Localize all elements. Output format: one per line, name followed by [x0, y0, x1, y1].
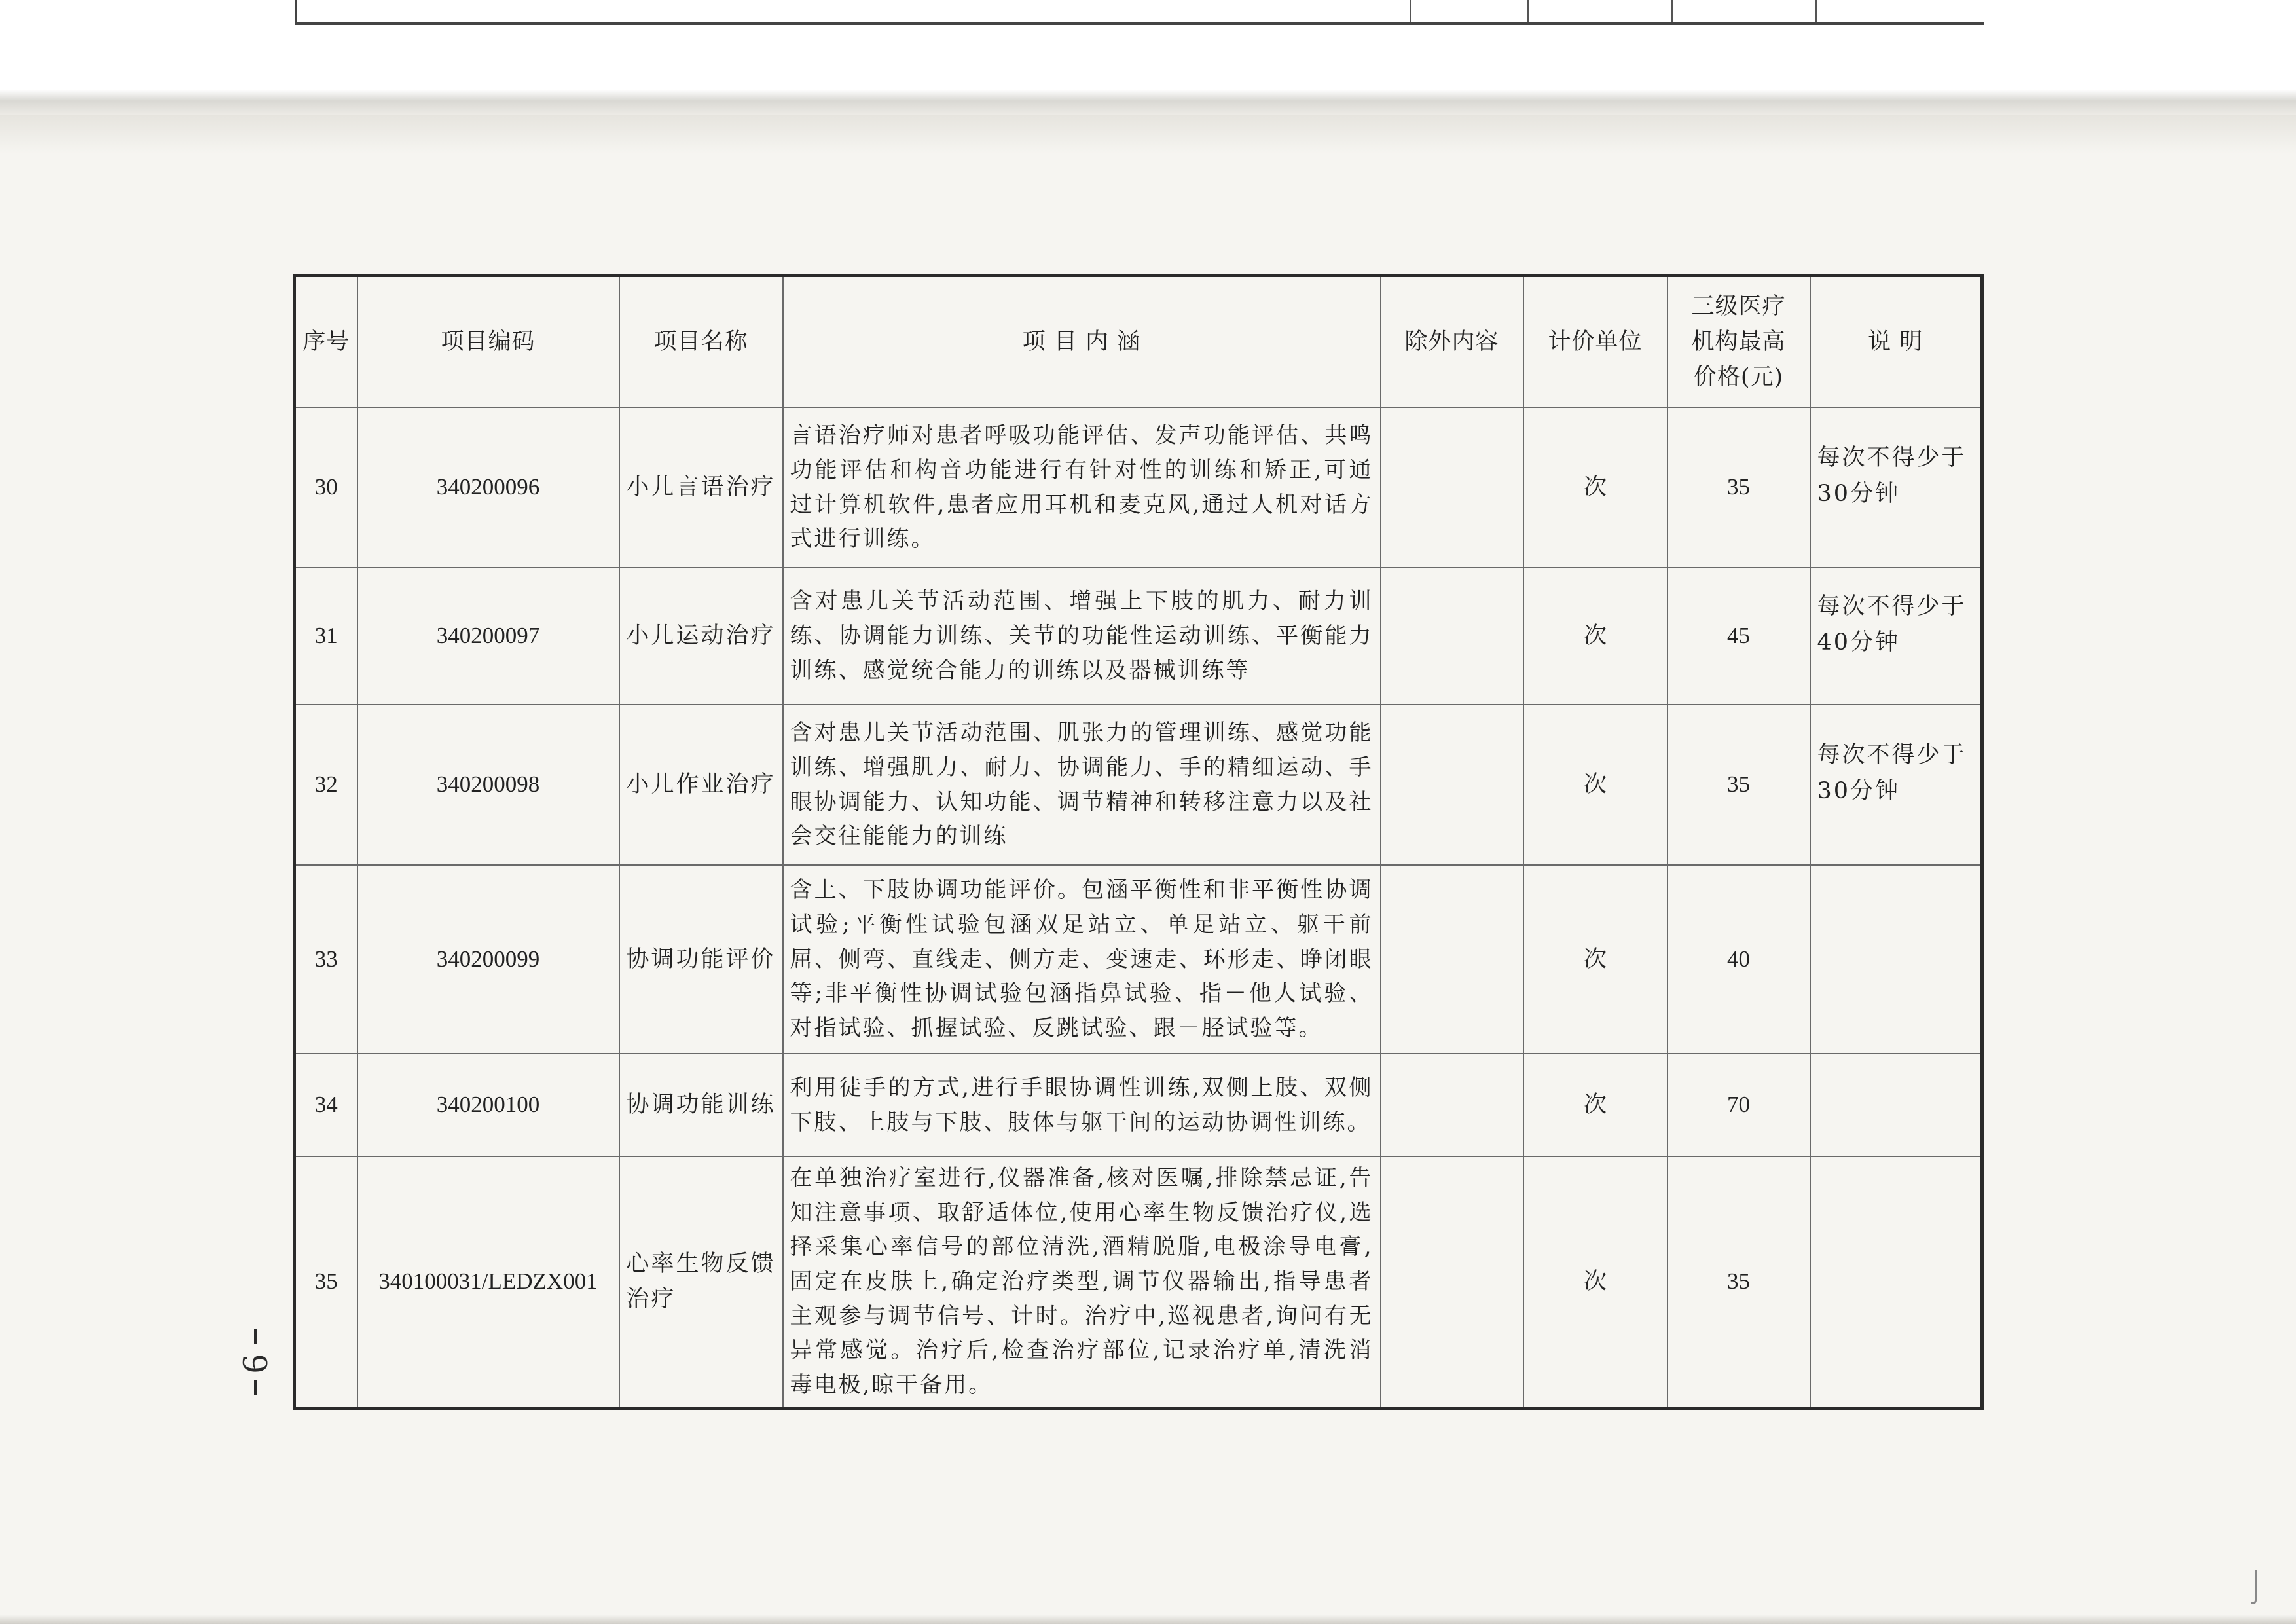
- row-exclusions: [1381, 407, 1523, 568]
- header-no: 序号: [295, 276, 357, 408]
- row-content: 言语治疗师对患者呼吸功能评估、发声功能评估、共鸣功能评估和构音功能进行有针对性的训练和矫正,可通过计算机软件,患者应用耳机和麦克风,通过人机对话方式进行训练。: [783, 407, 1381, 568]
- row-code: 340200098: [357, 705, 619, 865]
- header-price-line: 机构最高: [1691, 328, 1786, 355]
- row-price: 35: [1667, 705, 1810, 865]
- row-exclusions: [1381, 1054, 1523, 1156]
- header-exclusions: 除外内容: [1381, 276, 1523, 408]
- row-unit: 次: [1523, 568, 1667, 705]
- row-price: 40: [1667, 865, 1810, 1054]
- row-no: 31: [295, 568, 357, 705]
- header-price-line: 三级医疗: [1691, 293, 1786, 320]
- row-exclusions: [1381, 865, 1523, 1054]
- row-content: 利用徒手的方式,进行手眼协调性训练,双侧上肢、双侧下肢、上肢与下肢、肢体与躯干间的运动协调性训练。: [783, 1054, 1381, 1156]
- row-name: 小儿运动治疗: [619, 568, 783, 705]
- table-row: [295, 407, 1982, 568]
- row-no: 32: [295, 705, 357, 865]
- row-unit: 次: [1523, 865, 1667, 1054]
- row-note: [1810, 1054, 1982, 1156]
- row-note: [1810, 705, 1982, 865]
- row-unit: 次: [1523, 1054, 1667, 1156]
- row-exclusions: [1381, 568, 1523, 705]
- row-unit: 次: [1523, 705, 1667, 865]
- table-row: [295, 1156, 1982, 1408]
- page-number-dash: [254, 1329, 257, 1344]
- row-content: 含上、下肢协调功能评价。包涵平衡性和非平衡性协调试验;平衡性试验包涵双足站立、单足站立、躯干前屈、侧弯、直线走、侧方走、变速走、环形走、睁闭眼等;非平衡性协调试验包涵指鼻试验、指－他人试验、对指试验、抓握试验、反跳试验、跟－胫试验等。: [783, 865, 1381, 1054]
- table-row: [295, 1054, 1982, 1156]
- row-no: 35: [295, 1156, 357, 1408]
- row-note: [1810, 407, 1982, 568]
- row-exclusions: [1381, 1156, 1523, 1408]
- row-unit: 次: [1523, 407, 1667, 568]
- row-note-text: 每次不得少于30分钟: [1817, 742, 1967, 804]
- row-price: 45: [1667, 568, 1810, 705]
- scan-corner-mark: [2251, 1570, 2257, 1604]
- header-price-line: 价格(元): [1693, 364, 1784, 391]
- row-code: 340200100: [357, 1054, 619, 1156]
- table-row: [295, 568, 1982, 705]
- page-number-value: 6: [235, 1351, 276, 1373]
- row-content: 含对患儿关节活动范围、肌张力的管理训练、感觉功能训练、增强肌力、耐力、协调能力、手的精细运动、手眼协调能力、认知功能、调节精神和转移注意力以及社会交往能能力的训练: [783, 705, 1381, 865]
- header-unit: 计价单位: [1523, 276, 1667, 408]
- row-no: 30: [295, 407, 357, 568]
- header-code: 项目编码: [357, 276, 619, 408]
- header-name: 项目名称: [619, 276, 783, 408]
- row-note-text: 每次不得少于30分钟: [1817, 445, 1967, 507]
- row-code: 340200096: [357, 407, 619, 568]
- row-exclusions: [1381, 705, 1523, 865]
- page-number-dash: [254, 1380, 257, 1395]
- row-name: 心率生物反馈治疗: [619, 1156, 783, 1408]
- row-name: 协调功能评价: [619, 865, 783, 1054]
- row-price: 35: [1667, 1156, 1810, 1408]
- row-code: 340200099: [357, 865, 619, 1054]
- previous-page-table-fragment: [295, 0, 1984, 25]
- scan-shadow: [0, 115, 2296, 154]
- medical-fee-table: [293, 274, 1984, 1410]
- page-number: [157, 1323, 354, 1401]
- row-name: 协调功能训练: [619, 1054, 783, 1156]
- row-name: 小儿言语治疗: [619, 407, 783, 568]
- row-unit: 次: [1523, 1156, 1667, 1408]
- row-content: 含对患儿关节活动范围、增强上下肢的肌力、耐力训练、协调能力训练、关节的功能性运动训练、平衡能力训练、感觉统合能力的训练以及器械训练等: [783, 568, 1381, 705]
- row-code: 340200097: [357, 568, 619, 705]
- row-price: 70: [1667, 1054, 1810, 1156]
- header-note: 说 明: [1810, 276, 1982, 408]
- table-row: [295, 865, 1982, 1054]
- row-note: [1810, 568, 1982, 705]
- table-row: [295, 705, 1982, 865]
- row-no: 33: [295, 865, 357, 1054]
- row-name: 小儿作业治疗: [619, 705, 783, 865]
- row-no: 34: [295, 1054, 357, 1156]
- row-note-text: 每次不得少于40分钟: [1817, 593, 1967, 655]
- row-code: 340100031/LEDZX001: [357, 1156, 619, 1408]
- row-content: 在单独治疗室进行,仪器准备,核对医嘱,排除禁忌证,告知注意事项、取舒适体位,使用心率生物反馈治疗仪,选择采集心率信号的部位清洗,酒精脱脂,电极涂导电膏,固定在皮肤上,确定治疗类型,调节仪器输出,指导患者主观参与调节信号、计时。治疗中,巡视患者,询问有无异常感觉。治疗后,检查治疗部位,记录治疗单,清洗消毒电极,晾干备用。: [783, 1156, 1381, 1408]
- header-max-price: [1667, 276, 1810, 408]
- header-content: 项 目 内 涵: [783, 276, 1381, 408]
- table-header-row: [295, 276, 1982, 408]
- row-note: [1810, 1156, 1982, 1408]
- row-note: [1810, 865, 1982, 1054]
- row-price: 35: [1667, 407, 1810, 568]
- scan-bottom-edge: [0, 1615, 2296, 1624]
